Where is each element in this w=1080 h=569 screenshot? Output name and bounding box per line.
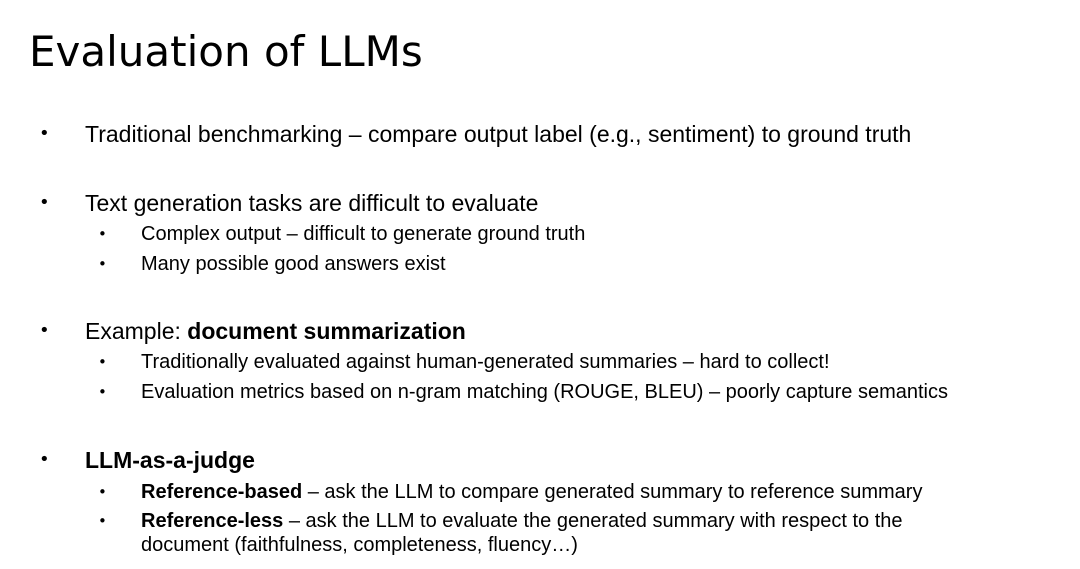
sub-bullet-text [141,480,922,504]
bullet-text [85,316,466,346]
sub-bullet-text: Evaluation metrics based on n-gram matching (ROUGE, BLEU) – poorly capture semantics [141,381,949,403]
bullet-dot: • [39,192,50,213]
sub-bullet-continuation-text: document (faithfulness, completeness, fluency…) [141,534,578,556]
bullet-dot: • [39,123,50,144]
sub-bullet-rest-text: – ask the LLM to evaluate the generated summary with respect to the [283,510,903,532]
sub-bullet-dot: • [98,225,107,243]
bullet-dot: • [39,449,50,470]
slide-title: Evaluation of LLMs [29,27,423,76]
sub-bullet-text: Traditionally evaluated against human-generated summaries – hard to collect! [141,351,830,373]
sub-bullet-dot: • [98,353,107,371]
sub-bullet-dot: • [98,483,107,501]
sub-bullet-text [141,509,903,533]
sub-bullet-text: Many possible good answers exist [141,253,446,275]
bullet-bold-text: LLM-as-a-judge [85,447,255,473]
sub-bullet-dot: • [98,255,107,273]
sub-bullet-dot: • [98,512,107,530]
bullet-bold-text: document summarization [187,318,466,344]
bullet-text: Traditional benchmarking – compare output label (e.g., sentiment) to ground truth [85,121,912,147]
bullet-text: Text generation tasks are difficult to evaluate [85,190,539,216]
sub-bullet-bold-text: Reference-less [141,510,284,532]
sub-bullet-bold-text: Reference-based [141,481,303,503]
sub-bullet-rest-text: – ask the LLM to compare generated summary to reference summary [302,481,923,503]
sub-bullet-text: Complex output – difficult to generate ground truth [141,223,586,245]
bullet-dot: • [39,320,50,341]
sub-bullet-dot: • [98,383,107,401]
bullet-prefix: Example: [85,318,188,344]
